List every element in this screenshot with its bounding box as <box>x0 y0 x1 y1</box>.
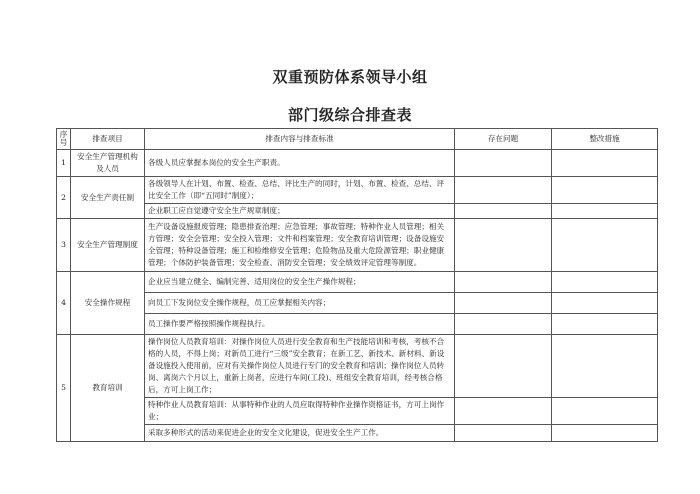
issues-cell[interactable] <box>455 293 552 314</box>
row-item: 教育培训 <box>71 335 145 442</box>
table-row <box>57 425 658 442</box>
row-item: 安全操作规程 <box>71 272 145 335</box>
table-row <box>57 293 658 314</box>
table-row <box>57 272 658 293</box>
row-content: 企业应当建立健全、编制完善、适用岗位的安全生产操作规程； <box>145 272 455 293</box>
header-issues: 存在问题 <box>455 129 552 150</box>
measures-cell[interactable] <box>552 314 658 335</box>
row-no: 4 <box>57 272 71 335</box>
row-content: 生产设备设施报废管理；隐患排查治理；应急管理；事故管理；特种作业人员管理；相关方管理；安全会管理；安全投入管理；文件和档案管理；安全教育培训管理；设备设施安全管理；特种设备管理；施工和检维修安全管理；危险物品及重大危险源管理；职业健康管理；个体防护装备管理；安全检查、消防安全管理；安全绩效评定管理等制度。 <box>145 219 455 272</box>
issues-cell[interactable] <box>455 398 552 425</box>
table-row <box>57 398 658 425</box>
header-content: 排查内容与排查标准 <box>145 129 455 150</box>
measures-cell[interactable] <box>552 150 658 177</box>
table-row <box>57 177 658 204</box>
issues-cell[interactable] <box>455 204 552 219</box>
row-content: 向员工下发岗位安全操作规程，员工应掌握相关内容； <box>145 293 455 314</box>
measures-cell[interactable] <box>552 204 658 219</box>
issues-cell[interactable] <box>455 150 552 177</box>
row-content: 企业职工应自觉遵守安全生产规章制度； <box>145 204 455 219</box>
row-content: 操作岗位人员教育培训：对操作岗位人员进行安全教育和生产技能培训和考核，考核不合格的人员，不得上岗；对新员工进行“三级”安全教育；在新工艺、新技术、新材料、新设备设施投入使用前，应对有关操作岗位人员进行专门的安全教育和培训；操作岗位人员转岗、离岗六个月以上，重新上岗者，应进行车间(工段)、班组安全教育培训，经考核合格后，方可上岗工作； <box>145 335 455 398</box>
row-no: 1 <box>57 150 71 177</box>
table-row <box>57 314 658 335</box>
table-header-row <box>57 129 658 150</box>
document-title: 双重预防体系领导小组 <box>272 68 428 86</box>
table-row <box>57 204 658 219</box>
row-content: 特种作业人员教育培训：从事特种作业的人员应取得特种作业操作资格证书，方可上岗作业； <box>145 398 455 425</box>
row-no: 2 <box>57 177 71 219</box>
inspection-table <box>56 128 658 442</box>
row-item: 安全生产管理机构及人员 <box>71 150 145 177</box>
table-row <box>57 335 658 398</box>
issues-cell[interactable] <box>455 425 552 442</box>
row-no: 5 <box>57 335 71 442</box>
issues-cell[interactable] <box>455 177 552 204</box>
row-content: 各级人员应掌握本岗位的安全生产职责。 <box>145 150 455 177</box>
row-item: 安全生产责任制 <box>71 177 145 219</box>
issues-cell[interactable] <box>455 272 552 293</box>
measures-cell[interactable] <box>552 219 658 272</box>
issues-cell[interactable] <box>455 314 552 335</box>
row-content: 采取多种形式的活动来促进企业的安全文化建设，促进安全生产工作。 <box>145 425 455 442</box>
header-measures: 整改措施 <box>552 129 658 150</box>
measures-cell[interactable] <box>552 177 658 204</box>
row-content: 员工操作要严格按照操作规程执行。 <box>145 314 455 335</box>
document-subtitle: 部门级综合排查表 <box>287 106 412 124</box>
table-row <box>57 150 658 177</box>
measures-cell[interactable] <box>552 272 658 293</box>
measures-cell[interactable] <box>552 398 658 425</box>
header-item: 排查项目 <box>71 129 145 150</box>
measures-cell[interactable] <box>552 425 658 442</box>
row-content: 各级领导人在计划、布置、检查、总结、评比生产的同时，计划、布置、检查、总结、评比安全工作（即“五同时”制度）； <box>145 177 455 204</box>
row-item: 安全生产管理制度 <box>71 219 145 272</box>
issues-cell[interactable] <box>455 219 552 272</box>
table-row <box>57 219 658 272</box>
header-no: 序号 <box>57 129 71 150</box>
issues-cell[interactable] <box>455 335 552 398</box>
measures-cell[interactable] <box>552 293 658 314</box>
row-no: 3 <box>57 219 71 272</box>
measures-cell[interactable] <box>552 335 658 398</box>
